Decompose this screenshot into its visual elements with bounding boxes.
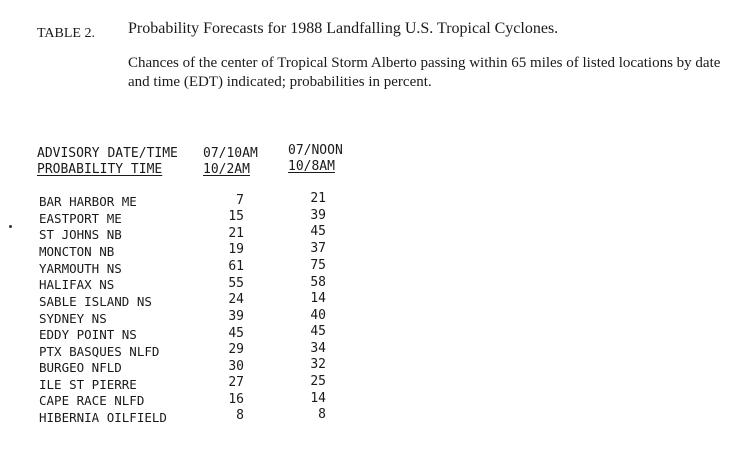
row-location: SYDNEY NS xyxy=(39,311,107,326)
row-location: BURGEO NFLD xyxy=(39,360,122,375)
advisory-header-label: ADVISORY DATE/TIME xyxy=(37,146,178,161)
row-location: PTX BASQUES NLFD xyxy=(39,344,160,359)
row-col1-value: 27 xyxy=(228,375,244,390)
row-location: SABLE ISLAND NS xyxy=(39,294,152,309)
col1-advisory-header: 07/10AM xyxy=(203,146,258,161)
row-col2-value: 39 xyxy=(310,208,326,223)
row-location: MONCTON NB xyxy=(39,244,115,259)
row-col1-value: 19 xyxy=(228,242,244,257)
row-col1-value: 7 xyxy=(236,193,244,208)
row-col2-value: 8 xyxy=(318,407,326,422)
row-col1-value: 29 xyxy=(228,342,244,357)
table-label: TABLE 2. xyxy=(37,26,95,41)
row-location: EDDY POINT NS xyxy=(39,327,137,342)
row-location: ILE ST PIERRE xyxy=(39,377,137,392)
row-col2-value: 58 xyxy=(310,275,326,290)
row-col2-value: 34 xyxy=(310,341,326,356)
row-col1-value: 45 xyxy=(228,326,244,341)
row-location: ST JOHNS NB xyxy=(39,227,122,242)
row-location: HIBERNIA OILFIELD xyxy=(39,410,167,425)
row-col2-value: 45 xyxy=(310,324,326,339)
row-location: EASTPORT ME xyxy=(39,211,122,226)
probability-header-label: PROBABILITY TIME xyxy=(37,162,163,177)
row-col2-value: 40 xyxy=(310,308,326,323)
row-col1-value: 39 xyxy=(228,309,244,324)
row-col1-value: 55 xyxy=(228,276,244,291)
row-location: HALIFAX NS xyxy=(39,277,115,292)
row-col1-value: 24 xyxy=(228,292,244,307)
col1-probability-header: 10/2AM xyxy=(203,162,250,177)
row-col2-value: 32 xyxy=(310,357,326,372)
row-col1-value: 16 xyxy=(228,392,244,407)
row-col2-value: 75 xyxy=(310,258,326,273)
row-col1-value: 15 xyxy=(228,209,244,224)
row-location: BAR HARBOR ME xyxy=(39,194,137,209)
row-location: CAPE RACE NLFD xyxy=(39,393,145,408)
row-col1-value: 8 xyxy=(236,408,244,423)
row-col2-value: 14 xyxy=(310,391,326,406)
row-col1-value: 30 xyxy=(228,359,244,374)
table-description: Chances of the center of Tropical Storm Alberto passing within 65 miles of listed locations by date and time (EDT) indicated; probabilities in percent. xyxy=(128,55,721,90)
stray-dot-mark xyxy=(9,225,12,228)
col2-probability-header: 10/8AM xyxy=(288,159,335,174)
table-title: Probability Forecasts for 1988 Landfalling U.S. Tropical Cyclones. xyxy=(128,20,559,37)
col2-advisory-header: 07/NOON xyxy=(288,143,343,158)
row-col2-value: 14 xyxy=(310,291,326,306)
row-location: YARMOUTH NS xyxy=(39,261,122,276)
row-col1-value: 21 xyxy=(228,226,244,241)
row-col2-value: 25 xyxy=(310,374,326,389)
row-col2-value: 45 xyxy=(310,224,326,239)
row-col1-value: 61 xyxy=(228,259,244,274)
row-col2-value: 21 xyxy=(310,191,326,206)
row-col2-value: 37 xyxy=(310,241,326,256)
